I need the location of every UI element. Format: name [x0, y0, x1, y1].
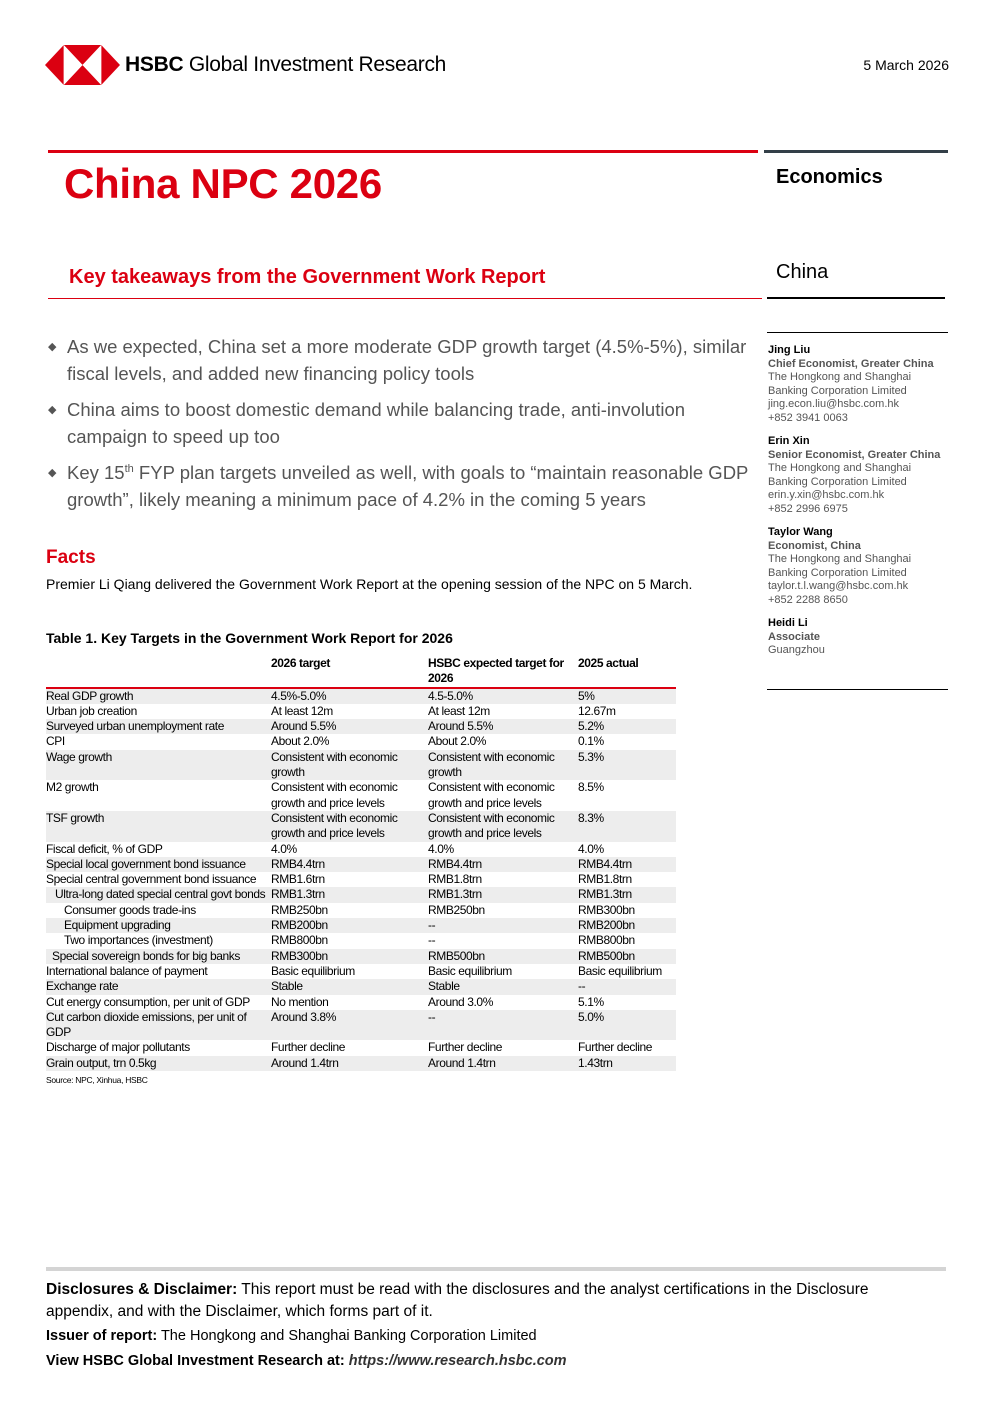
analyst-card [768, 526, 948, 607]
row-label: M2 growth [46, 780, 99, 795]
table-row [46, 887, 676, 902]
table-row [46, 933, 676, 948]
cell-2025-actual: RMB800bn [578, 933, 635, 948]
table-row [46, 872, 676, 887]
research-link-label: View HSBC Global Investment Research at: [46, 1353, 349, 1369]
cell-hsbc-expected: At least 12m [428, 703, 490, 718]
issuer-line [46, 1328, 537, 1344]
page-title: China NPC 2026 [64, 160, 382, 207]
cell-2025-actual: 0.1% [578, 734, 604, 749]
cell-2025-actual: 5.0% [578, 1010, 676, 1041]
analyst-org: The Hongkong and Shanghai Banking Corporation Limited [768, 371, 912, 397]
cell-2026-target: About 2.0% [271, 734, 330, 749]
cell-2026-target: Stable [271, 979, 428, 994]
row-label: International balance of payment [46, 963, 208, 978]
analysts-top-rule [767, 332, 948, 333]
row-label: Ultra-long dated special central govt bonds [46, 887, 271, 902]
issuer-label: Issuer of report: [46, 1328, 158, 1344]
cell-2026-target: RMB250bn [271, 902, 328, 917]
cell-hsbc-expected: RMB1.8trn [428, 872, 482, 887]
row-label: Special local government bond issuance [46, 857, 271, 872]
diamond-bullet-icon: ◆ [48, 404, 57, 416]
country-label: China [776, 261, 829, 283]
cell-2026-target: No mention [271, 994, 329, 1009]
facts-text: Premier Li Qiang delivered the Government Work Report at the opening session of the NPC on 5 March. [46, 576, 693, 592]
key-point-text: As we expected, China set a more moderate GDP growth target (4.5%-5%), similar fiscal levels, and added new financing policy tools [67, 336, 747, 384]
cell-hsbc-expected: Consistent with economic growth [428, 750, 578, 781]
footer-rule [46, 1267, 946, 1271]
cell-2026-target: RMB300bn [271, 949, 428, 964]
table-row [46, 719, 676, 734]
analyst-org: The Hongkong and Shanghai Banking Corporation Limited [768, 462, 912, 488]
disclosures-label: Disclosures & Disclaimer: [46, 1281, 238, 1298]
row-label: Special sovereign bonds for big banks [46, 949, 271, 964]
cell-2026-target: RMB200bn [271, 918, 428, 933]
analyst-phone: +852 2996 6975 [768, 502, 848, 515]
cell-hsbc-expected: RMB1.3trn [428, 887, 578, 902]
cell-2025-actual: RMB200bn [578, 918, 676, 933]
key-point-text-pre: Key 15 [67, 462, 125, 483]
brand-name [125, 53, 446, 77]
analysts-bottom-rule [767, 689, 948, 690]
key-point-sup: th [124, 462, 134, 475]
cell-hsbc-expected: Around 1.4trn [428, 1056, 578, 1071]
row-label: Urban job creation [46, 703, 137, 718]
disclosures-text [46, 1279, 926, 1322]
row-label: Discharge of major pollutants [46, 1040, 190, 1055]
cell-2025-actual: 5.3% [578, 750, 676, 781]
analyst-card [768, 435, 948, 516]
cell-2025-actual: 12.67m [578, 703, 616, 718]
row-label: Wage growth [46, 750, 271, 781]
analyst-title: Senior Economist, Greater China [768, 448, 941, 461]
table-row [46, 704, 676, 719]
analyst-phone: +852 2288 8650 [768, 593, 848, 606]
row-label: Exchange rate [46, 979, 271, 994]
table-row [46, 1056, 676, 1071]
table-header-cell: HSBC expected target for 2026 [428, 656, 578, 688]
row-label: Consumer goods trade-ins [64, 902, 196, 917]
issuer-name: The Hongkong and Shanghai Banking Corporation Limited [157, 1328, 537, 1344]
row-label: Surveyed urban unemployment rate [46, 719, 271, 734]
cell-2025-actual: RMB4.4trn [578, 857, 676, 872]
cell-hsbc-expected: 4.0% [428, 841, 454, 856]
key-points [46, 334, 762, 523]
table-row [46, 750, 676, 781]
table-row [46, 1010, 676, 1041]
cell-2025-actual: 5.2% [578, 719, 676, 734]
cell-2025-actual: RMB300bn [578, 902, 635, 917]
key-point [46, 334, 762, 387]
key-targets-table [46, 656, 676, 1071]
cell-2026-target: 4.5%-5.0% [271, 688, 428, 704]
analyst-name: Heidi Li [768, 617, 808, 629]
row-label: Cut carbon dioxide emissions, per unit of GDP [46, 1010, 271, 1041]
row-label: TSF growth [46, 811, 271, 842]
facts-heading: Facts [46, 547, 96, 568]
cell-2025-actual: 5% [578, 688, 676, 704]
table-row [46, 811, 676, 842]
research-url-link[interactable]: https://www.research.hsbc.com [348, 1353, 567, 1369]
cell-hsbc-expected: RMB4.4trn [428, 857, 578, 872]
cell-2026-target: Consistent with economic growth [271, 750, 428, 781]
section-label: Economics [776, 166, 883, 188]
row-label: Grain output, trn 0.5kg [46, 1056, 271, 1071]
table-row [46, 842, 676, 857]
analyst-title: Chief Economist, Greater China [768, 357, 934, 370]
cell-hsbc-expected: Around 3.0% [428, 994, 493, 1009]
analyst-name: Taylor Wang [768, 526, 833, 538]
row-label: Equipment upgrading [46, 918, 271, 933]
table-row [46, 918, 676, 933]
row-label: Two importances (investment) [64, 933, 213, 948]
cell-2026-target: Basic equilibrium [271, 963, 355, 978]
diamond-bullet-icon: ◆ [48, 467, 57, 479]
cell-hsbc-expected: Around 5.5% [428, 719, 578, 734]
row-label: Real GDP growth [46, 688, 271, 704]
cell-hsbc-expected: RMB250bn [428, 902, 485, 917]
table-header-cell: 2026 target [271, 656, 428, 688]
cell-hsbc-expected: 4.5-5.0% [428, 688, 578, 704]
key-point-text: China aims to boost domestic demand while balancing trade, anti-involution campaign to speed up too [67, 399, 686, 447]
cell-2025-actual: RMB1.3trn [578, 887, 676, 902]
cell-2026-target: Around 5.5% [271, 719, 428, 734]
cell-2026-target: Consistent with economic growth and price levels [271, 811, 428, 842]
subtitle-rule [48, 298, 762, 299]
disclosures-body: This report must be read with the disclosures and the analyst certifications in the Disclosure appendix, and with the Disclaimer, which forms part of it. [46, 1281, 869, 1320]
table-row [46, 903, 676, 918]
table-row [46, 857, 676, 872]
brand-bold: HSBC [125, 53, 184, 76]
key-point-text-post: FYP plan targets unveiled as well, with goals to “maintain reasonable GDP growth”, likely meaning a minimum pace of 4.2% in the coming 5 years [67, 462, 749, 510]
cell-hsbc-expected: Further decline [428, 1040, 503, 1055]
row-label: CPI [46, 734, 65, 749]
research-link-line [46, 1353, 567, 1369]
cell-hsbc-expected: -- [428, 918, 578, 933]
analyst-org: Guangzhou [768, 644, 825, 656]
table-header-cell: 2025 actual [578, 656, 676, 688]
analyst-org: The Hongkong and Shanghai Banking Corporation Limited [768, 553, 912, 579]
analyst-title: Economist, China [768, 539, 861, 552]
cell-hsbc-expected: Consistent with economic growth and price levels [428, 780, 555, 810]
cell-hsbc-expected: Stable [428, 979, 578, 994]
cell-2025-actual: 8.5% [578, 780, 604, 795]
cell-2025-actual: RMB500bn [578, 949, 676, 964]
table-source: Source: NPC, Xinhua, HSBC [46, 1075, 148, 1085]
cell-2025-actual: 4.0% [578, 841, 604, 856]
cell-2026-target: 4.0% [271, 841, 297, 856]
cell-2025-actual: 8.3% [578, 811, 676, 842]
cell-2026-target: RMB800bn [271, 933, 328, 948]
cell-2026-target: At least 12m [271, 703, 333, 718]
cell-2025-actual: 1.43trn [578, 1056, 676, 1071]
cell-2025-actual: 5.1% [578, 994, 604, 1009]
hsbc-hexagon-logo [45, 45, 120, 85]
analyst-list [768, 344, 948, 668]
diamond-bullet-icon: ◆ [48, 341, 57, 353]
table-row [46, 688, 676, 704]
analyst-email[interactable]: jing.econ.liu@hsbc.com.hk [768, 398, 900, 410]
cell-2026-target: Around 3.8% [271, 1010, 428, 1041]
table-row [46, 780, 676, 811]
cell-2026-target: RMB1.3trn [271, 887, 428, 902]
table-row [46, 949, 676, 964]
cell-2025-actual: RMB1.8trn [578, 872, 632, 887]
analyst-email[interactable]: erin.y.xin@hsbc.com.hk [768, 489, 885, 501]
analyst-name: Jing Liu [768, 344, 811, 356]
cell-2025-actual: -- [578, 979, 676, 994]
cell-2025-actual: Basic equilibrium [578, 963, 662, 978]
cell-hsbc-expected: -- [428, 933, 436, 948]
cell-2026-target: Further decline [271, 1040, 346, 1055]
row-label: Cut energy consumption, per unit of GDP [46, 994, 250, 1009]
cell-2026-target: Consistent with economic growth and price levels [271, 780, 398, 810]
title-rule [48, 150, 758, 153]
key-point [46, 460, 762, 513]
analyst-card [768, 617, 948, 658]
key-point [46, 397, 762, 450]
cell-hsbc-expected: Consistent with economic growth and price levels [428, 811, 578, 842]
table-header-cell [46, 656, 271, 688]
table-title: Table 1. Key Targets in the Government Work Report for 2026 [46, 630, 453, 646]
analyst-card [768, 344, 948, 425]
cell-2026-target: RMB1.6trn [271, 872, 325, 887]
cell-hsbc-expected: -- [428, 1010, 578, 1041]
cell-2026-target: RMB4.4trn [271, 857, 428, 872]
cell-hsbc-expected: Basic equilibrium [428, 963, 512, 978]
table-row [46, 995, 676, 1010]
table-header-row [46, 656, 676, 688]
cell-hsbc-expected: RMB500bn [428, 949, 578, 964]
table-row [46, 979, 676, 994]
country-rule [767, 297, 945, 299]
cell-hsbc-expected: About 2.0% [428, 734, 487, 749]
analyst-phone: +852 3941 0063 [768, 411, 848, 424]
row-label: Special central government bond issuance [46, 872, 257, 887]
table-row [46, 964, 676, 979]
analyst-name: Erin Xin [768, 435, 810, 447]
page-subtitle: Key takeaways from the Government Work Report [69, 266, 546, 288]
analyst-title: Associate [768, 630, 820, 643]
table-row [46, 734, 676, 749]
report-date: 5 March 2026 [863, 57, 949, 73]
brand-rest: Global Investment Research [188, 53, 447, 76]
cell-2026-target: Around 1.4trn [271, 1056, 428, 1071]
row-label: Fiscal deficit, % of GDP [46, 841, 163, 856]
analyst-email[interactable]: taylor.t.l.wang@hsbc.com.hk [768, 580, 909, 592]
cell-2025-actual: Further decline [578, 1040, 653, 1055]
table-row [46, 1040, 676, 1055]
section-rule [764, 150, 948, 153]
